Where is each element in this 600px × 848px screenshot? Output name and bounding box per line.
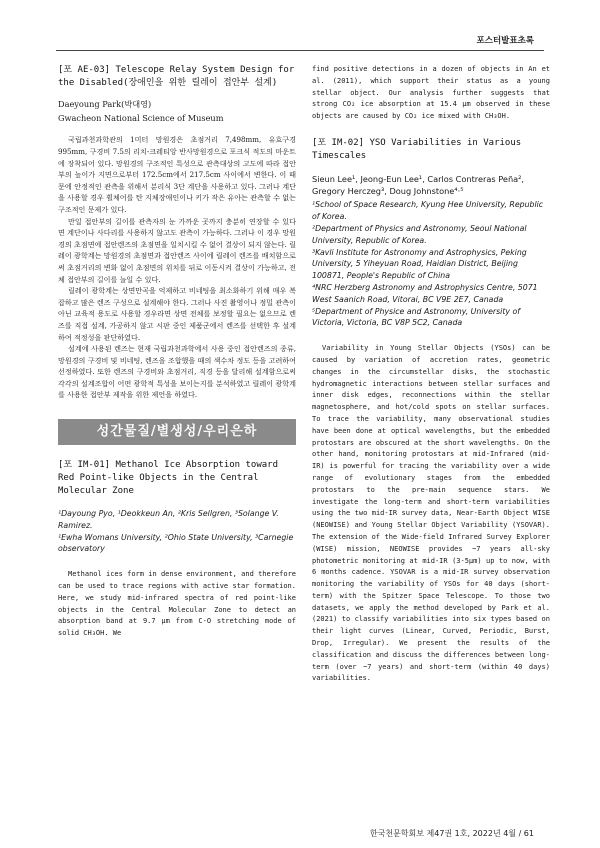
abstract-ae03-body <box>58 134 296 401</box>
affiliation-line: ³Kavli Institute for Astronomy and Astrophysics, Peking University, 5 Yiheyuan Road, Haidian District, Beijing 100871, People's Republic of China <box>312 247 527 281</box>
abstract-im01-paragraph-continued: find positive detections in a dozen of objects in An et al. (2011), which support their status as a young stellar object. Our analysis further suggests that strong CO₂ ice absorption at 15.4 μm observed in these objects are caused by CO₂ ice mixed with CH₃OH. <box>312 65 550 121</box>
page-footer: 한국천문학회보 제47권 1호, 2022년 4월 / 61 <box>369 829 534 838</box>
abstract-im02-authors: Sieun Lee¹, Jeong-Eun Lee¹, Carlos Contreras Peña², Gregory Herczeg³, Doug Johnstone⁴·⁵ <box>312 173 525 197</box>
abstract-im01-title: [포 IM-01] Methanol Ice Absorption toward Red Point-like Objects in the Central Molecular Zone <box>58 460 279 497</box>
abstract-im01-body-right <box>312 64 550 123</box>
abstract-ae03-paragraph: 만일 접안부의 길이를 관측자의 눈 가까운 곳까지 충분히 연장할 수 있다면 계단이나 사다리를 사용하지 않고도 관측이 가능하다. 그러나 이 경우 망원경의 초점면에 접안렌즈의 초점면을 일치시킬 수 없어 결상이 되지 않는다. 릴레이 광학계는 망원경의 초점면과 접안렌즈 사이에 릴레이 렌즈를 배치함으로써 초점거리의 변화 없이 초점면의 위치를 뒤로 이동시켜 결상이 가능하고, 전체 접안부의 길이를 늘일 수 있다. <box>58 216 296 284</box>
running-header: 포스터발표초록 <box>476 36 534 46</box>
left-column <box>58 64 296 640</box>
abstract-im01-authors: ¹Dayoung Pyo, ¹Deokkeun An, ²Kris Sellgren, ³Solange V. Ramirez. <box>58 509 279 530</box>
abstract-ae03-paragraph: 국립과천과학관의 1미터 망원경은 초점거리 7,498mm, 유효구경 995mm, 구경비 7.5의 리치-크레티앙 반사망원경으로 포크식 적도의 마운트에 장착되어 있다. 망원경의 구조적인 특성으로 관측대상의 고도에 따라 접안부의 높이가 지면으로부터 172.5cm에서 217.5cm 사이에서 변한다. 이 때문에 안정적인 관측을 위해서 분리식 3단 계단을 사용하고 있다. 그러나 계단을 사용할 경우 휠체어를 탄 지체장애인이나 키가 작은 유아는 관측할 수 없는 구조적인 문제가 있다. <box>58 135 296 214</box>
abstract-im02-affiliations <box>312 199 550 329</box>
affiliation-line: ⁴NRC Herzberg Astronomy and Astrophysics Centre, 5071 West Saanich Road, Vitorai, BC V9E 2E7, Canada <box>312 282 538 304</box>
abstract-ae03-affiliation: Gwacheon National Science of Museum <box>58 113 224 124</box>
affiliation-line: ¹School of Space Research, Kyung Hee University, Republic of Korea. <box>312 200 544 222</box>
abstract-im02-paragraph: Variability in Young Stellar Objects (YSOs) can be caused by variation of accretion rates, geometric changes in the circumstellar disks, the stochastic hydromagnetic interactions between stellar surfaces and inner disk edges, reconnections within the stellar magnetosphere, and hot/cold spots on stellar surfaces. To trace the variability, many observational studies have been done at optical wavelengths, but the embedded protostars are obscured at the short wavelengths. On the other hand, monitoring protostars at mid-Infrared (mid-IR) is powerful for tracing the variability over a wide range of evolutionary stages from the embedded protostars to the pre-main sequence stars. We investigate the long-term and short-term variabilities using the two mid-IR survey data, Near-Earth Object WISE (NEOWISE) and Young Stellar Object Variability (YSOVAR). The extension of the Wide-field Infrared Survey Explorer (WISE) mission, NEOWISE provides ~7 years all-sky photometric monitoring at mid-IR (3-5μm) up to now, with 6 months cadence. YSOVAR is a mid-IR survey observation monitoring the variability of YSOs for 40 days (short-term) with the Spitzer Space Telescope. To those two datasets, we apply the method developed by Park et al. (2021) to classify variabilities into six types based on their light curves (Linear, Curved, Periodic, Burst, Drop, Irregular). We present the results of the classification and discuss the differences between long-term (over ~7 years) and short-term (within 40 days) variabilities. <box>312 344 550 683</box>
abstract-ae03-paragraph: 릴레이 광학계는 상면만곡을 억제하고 비네팅을 최소화하기 위해 매우 복잡하고 많은 렌즈 구성으로 설계해야 한다. 그러나 사진 촬영이나 정밀 관측이 아닌 교육적 용도로 사용할 경우라면 상면 전체를 보정할 필요는 없으므로 렌즈를 직접 설계, 가공하지 않고 시판 중인 제품군에서 렌즈를 선택한 후 설계하여 적정성을 판단하였다. <box>58 286 296 342</box>
abstract-im02-body <box>312 343 550 685</box>
abstract-im01-paragraph: Methanol ices form in dense environment, and therefore can be used to trace regions with active star formation. Here, we study mid-infrared spectra of red point-like objects in the Central Molecular Zone to detect an absorption band at 9.7 μm from C-O stretching mode of solid CH₃OH. We <box>58 570 296 638</box>
abstract-im01-body-left <box>58 569 296 640</box>
abstract-ae03-title: [포 AE-03] Telescope Relay System Design for the Disabled(장애인을 위한 릴레이 접안부 설계) <box>58 65 295 88</box>
affiliation-line: ⁵Department of Physice and Astronomy, University of Victoria, Victoria, BC V8P 5C2, Canada <box>312 306 520 328</box>
abstract-ae03-paragraph: 설계에 사용된 렌즈는 현재 국립과천과학에서 사용 중인 접안렌즈의 종류, 망원경의 구경비 및 비네팅, 렌즈을 조합했을 때의 색수차 정도 등을 고려하여 선정하였다. 또한 렌즈의 구경비와 초점거리, 직경 등을 달리해 설계함으로써 각각의 설계조합이 어떤 광학적 특성을 보이는지를 분석하였고 릴레이 광학계를 사용한 접안부 제작을 위한 제언을 하였다. <box>58 344 296 400</box>
abstract-im01-affiliations: ¹Ewha Womans University, ²Ohio State University, ³Carnegie observatory <box>58 532 294 554</box>
abstract-im02-title: [포 IM-02] YSO Variabilities in Various Timescales <box>312 137 522 161</box>
section-banner: 성간물질/별생성/우리은하 <box>58 419 296 445</box>
header-divider <box>56 50 544 51</box>
abstract-ae03-author: Daeyoung Park(박대영) <box>58 99 152 109</box>
right-column <box>312 64 550 685</box>
affiliation-line: ²Department of Physics and Astronomy, Seoul National University, Republic of Korea. <box>312 223 527 245</box>
